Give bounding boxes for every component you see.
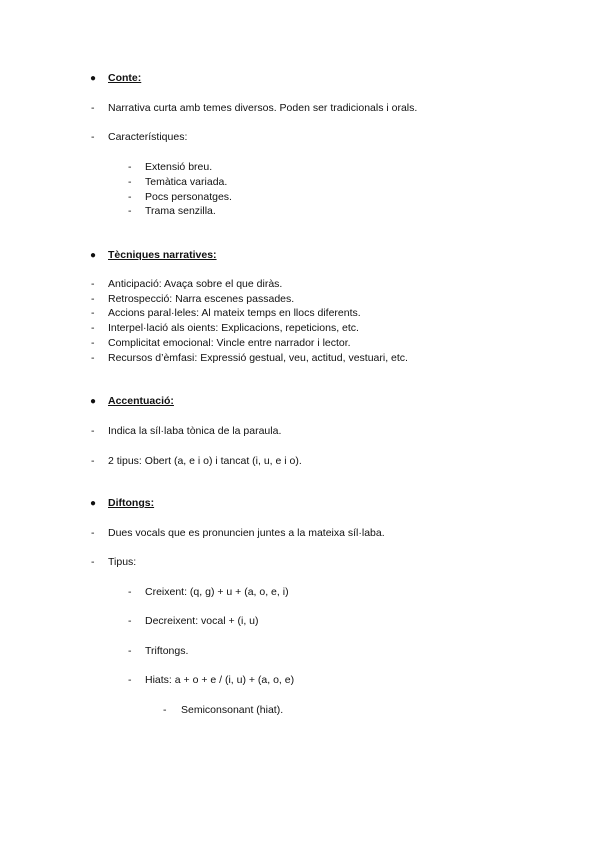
- dash-icon: -: [91, 307, 95, 319]
- dash-icon: -: [91, 131, 95, 143]
- accentuacio-item: Indica la síl·laba tònica de la paraula.: [108, 425, 282, 437]
- tecnica-item: Complicitat emocional: Vincle entre narrador i lector.: [108, 337, 351, 349]
- diftong-type-item: Creixent: (q, g) + u + (a, o, e, i): [145, 586, 289, 598]
- conte-feature-item: Trama senzilla.: [145, 205, 216, 217]
- dash-icon: -: [128, 176, 132, 188]
- dash-icon: -: [128, 645, 132, 657]
- diftongs-types-label: Tipus:: [108, 556, 137, 568]
- diftong-type-item: Triftongs.: [145, 645, 189, 657]
- diftong-type-item: Hiats: a + o + e / (i, u) + (a, o, e): [145, 674, 295, 686]
- dash-icon: -: [163, 704, 167, 716]
- section-heading-tecniques: Tècniques narratives:: [108, 249, 217, 261]
- dash-icon: -: [91, 527, 95, 539]
- diftong-type-item: Decreixent: vocal + (i, u): [145, 615, 259, 627]
- conte-definition: Narrativa curta amb temes diversos. Poden ser tradicionals i orals.: [108, 102, 418, 114]
- dash-icon: -: [91, 322, 95, 334]
- dash-icon: -: [91, 337, 95, 349]
- conte-features-label: Característiques:: [108, 131, 188, 143]
- dash-icon: -: [91, 278, 95, 290]
- tecnica-item: Accions paral·leles: Al mateix temps en llocs diferents.: [108, 307, 361, 319]
- bullet-icon: ●: [90, 250, 97, 261]
- diftong-sub-item: Semiconsonant (hiat).: [181, 704, 284, 716]
- dash-icon: -: [128, 161, 132, 173]
- section-heading-accentuacio: Accentuació:: [108, 395, 174, 407]
- tecnica-item: Interpel·lació als oients: Explicacions, repeticions, etc.: [108, 322, 359, 334]
- dash-icon: -: [128, 191, 132, 203]
- conte-feature-item: Temàtica variada.: [145, 176, 228, 188]
- dash-icon: -: [128, 615, 132, 627]
- dash-icon: -: [91, 556, 95, 568]
- tecnica-item: Recursos d’èmfasi: Expressió gestual, veu, actitud, vestuari, etc.: [108, 352, 408, 364]
- dash-icon: -: [91, 425, 95, 437]
- dash-icon: -: [91, 293, 95, 305]
- bullet-icon: ●: [90, 396, 97, 407]
- tecnica-item: Anticipació: Avaça sobre el que diràs.: [108, 278, 283, 290]
- dash-icon: -: [91, 352, 95, 364]
- dash-icon: -: [128, 205, 132, 217]
- dash-icon: -: [91, 455, 95, 467]
- conte-feature-item: Extensió breu.: [145, 161, 213, 173]
- bullet-icon: ●: [90, 498, 97, 509]
- section-heading-diftongs: Diftongs:: [108, 497, 155, 509]
- diftongs-definition: Dues vocals que es pronuncien juntes a la mateixa síl·laba.: [108, 527, 385, 539]
- dash-icon: -: [128, 586, 132, 598]
- tecnica-item: Retrospecció: Narra escenes passades.: [108, 293, 295, 305]
- dash-icon: -: [128, 674, 132, 686]
- conte-feature-item: Pocs personatges.: [145, 191, 232, 203]
- accentuacio-item: 2 tipus: Obert (a, e i o) i tancat (i, u, e i o).: [108, 455, 302, 467]
- dash-icon: -: [91, 102, 95, 114]
- section-heading-conte: Conte:: [108, 72, 142, 84]
- bullet-icon: ●: [90, 73, 97, 84]
